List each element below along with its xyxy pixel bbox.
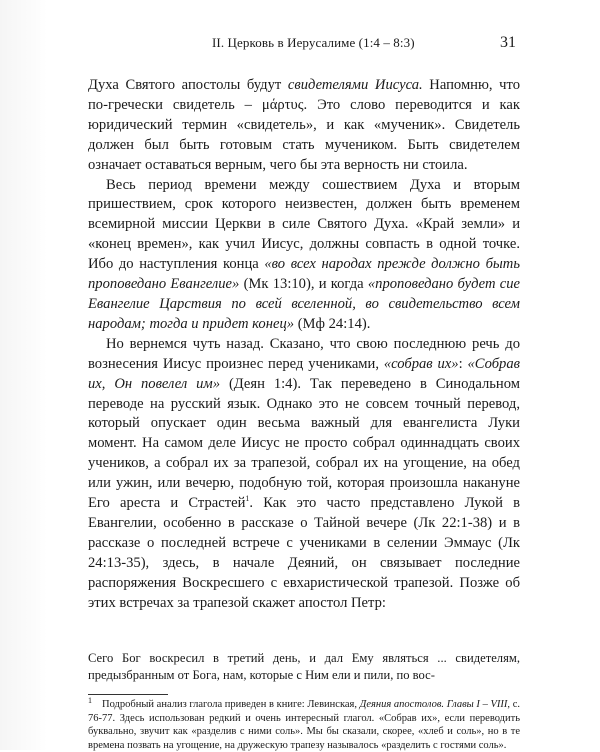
page-number: 31 (500, 34, 516, 51)
footnote-mark: 1 (88, 695, 92, 705)
footnote-text-c: , с. 76-77. Здесь использован редкий и очень интересный глагол. «Собрав их», если переводить буквально, звучит как «разделив с ними соль». Мы бы сказали, скорее, «хлеб и соль», но в те времена позвать на угощение, на дружескую трапезу называлось «разделить с гостями соль». (88, 699, 520, 751)
p3-text-c: : (458, 355, 468, 372)
p3-quote-acts: «Собрав их, Он повелел им» (88, 355, 520, 392)
paragraph-2 (88, 176, 520, 335)
paragraph-3 (88, 335, 520, 614)
p1-text-c: Напомню, что по-гречески свидетель – (88, 77, 521, 113)
footnote (88, 695, 520, 752)
p2-text-c: (Мк 13:10), и когда (239, 276, 368, 293)
p3-text-e: (Деян 1:4). Так переведено в Синодальном переводе на русский язык. Однако это не совсем точный перевод, который опускает один весьма важный для евангелиста Луки момент. На самом деле Иисус не просто собрал одиннадцать своих учеников, а собрал их за трапезой, собрал их на угощение, на обед или ужин, или вечерю, подобную той, которая произошла накануне Его ареста и Страстей (88, 375, 520, 512)
running-head: II. Церковь в Иерусалиме (1:4 – 8:3) (212, 35, 415, 50)
p2-quote-mark: «во всех народах прежде должно быть проповедано Евангелие» (88, 256, 520, 293)
block-quote: Сего Бог воскресил в третий день, и дал Ему являться ... свидетелям, предызбранным от Бога, нам, которые с Ним ели и пили, по вос- (88, 651, 520, 682)
footnote-book-title: Деяния апостолов. Главы I – VIII (359, 699, 508, 710)
p1-text-e: . Это слово переводится и как юридический термин «свидетель», и как «мученик». Свидетель должен был быть готовым стать мучеником. Быть свидетелем означает оставаться верным, чего бы эта верность ни стоила. (88, 96, 520, 173)
page-gutter-shade (0, 0, 48, 750)
p1-text-a: Духа Святого апостолы будут (88, 77, 288, 93)
p3-text-f: . Как это часто представлено Лукой в Евангелии, особенно в рассказе о Тайной вечере (Лк 22:1-38) и в рассказе о последней встрече с учениками в селении Эммаус (Лк 24:13-35), здесь, в начале Деяний, он связывает последние распоряжения Воскресшего с евхаристической трапезой. Позже об этих встречах за трапезой скажет апостол Петр: (88, 495, 520, 611)
p1-italic-witnesses: свидетелями Иисуса. (287, 77, 423, 93)
page-header (88, 34, 516, 52)
p2-quote-matthew: «проповедано будет сие Евангелие Царствия по всей вселенной, во свидетельство всем народам; тогда и придет конец» (88, 276, 520, 332)
p2-text-a: Весь период времени между сошествием Духа и вторым пришествием, срок которого неизвестен, должен быть временем всемирной миссии Церкви в силе Святого Духа. «Край земли» и «конец времен», как учил Иисус, должны совпасть в одной точке. Ибо до наступления конца (88, 176, 520, 273)
p3-text-a: Но вернемся чуть назад. Сказано, что свою последнюю речь до вознесения Иисус произнес перед учениками, (88, 335, 520, 372)
footnote-divider (88, 694, 168, 695)
footnote-text-a: Подробный анализ глагола приведен в книге: Левинская, (102, 699, 360, 710)
p2-text-e: (Мф 24:14). (294, 315, 371, 332)
p1-greek-word: μάρτυς (261, 96, 304, 113)
paragraph-1 (88, 76, 520, 176)
p3-italic-gathered: «собрав их» (383, 355, 459, 372)
main-text (88, 76, 520, 613)
footnote-reference: 1 (245, 494, 250, 504)
